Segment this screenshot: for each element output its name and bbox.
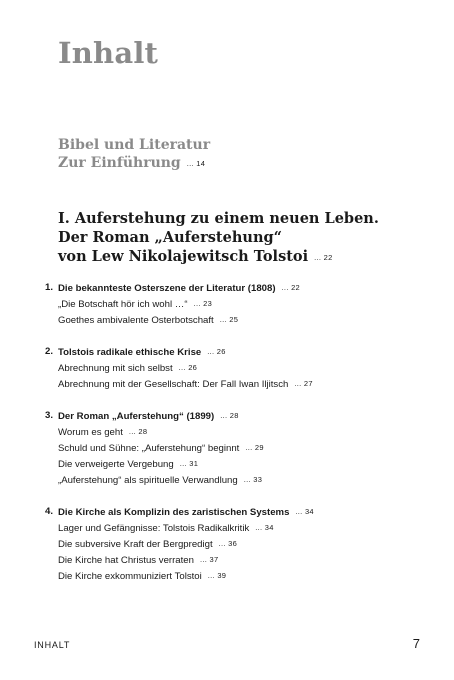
table-of-contents: [40, 280, 440, 600]
section-page-ref: ... 34: [295, 507, 314, 516]
toc-item-title: „Die Botschaft hör ich wohl …“: [58, 299, 188, 310]
section-number: 4.: [45, 506, 54, 517]
toc-item-page: ... 26: [178, 363, 198, 372]
section-page-ref: ... 26: [207, 347, 226, 356]
toc-item[interactable]: [40, 376, 440, 392]
toc-item-title: Die Kirche exkommuniziert Tolstoi: [58, 571, 202, 582]
section-title-text: Tolstois radikale ethische Krise: [58, 347, 202, 358]
toc-section: [40, 408, 440, 488]
section-page-ref: ... 22: [281, 283, 301, 292]
toc-item-title: Schuld und Sühne: „Auferstehung“ beginnt: [58, 443, 240, 454]
toc-item-title: Abrechnung mit sich selbst: [58, 363, 173, 374]
page-number: 7: [412, 636, 420, 651]
intro-title-text: Zur Einführung: [58, 155, 181, 171]
section-title[interactable]: [40, 280, 440, 296]
toc-item-page: ... 27: [294, 379, 313, 388]
toc-item-title: Goethes ambivalente Osterbotschaft: [58, 315, 214, 326]
toc-item-page: ... 34: [255, 523, 274, 532]
part-page-ref: ... 22: [314, 253, 333, 262]
part-title-line-2: Der Roman „Auferstehung“: [58, 229, 282, 246]
toc-item-page: ... 29: [245, 443, 264, 452]
section-number: 3.: [45, 410, 54, 421]
toc-item-title: „Auferstehung“ als spirituelle Verwandlung: [58, 475, 238, 486]
toc-item-page: ... 31: [179, 459, 199, 468]
intro-title-line-2: [58, 154, 210, 173]
toc-item[interactable]: [40, 440, 440, 456]
toc-item[interactable]: [40, 456, 440, 472]
toc-item[interactable]: [40, 296, 440, 312]
section-title-text: Der Roman „Auferstehung“ (1899): [58, 411, 215, 422]
toc-item[interactable]: [40, 568, 440, 584]
intro-page-ref: ... 14: [186, 159, 206, 168]
section-number: 1.: [45, 282, 54, 293]
section-title-text: Die Kirche als Komplizin des zaristischen Systems: [58, 507, 290, 518]
section-title[interactable]: [40, 344, 440, 360]
section-title-text: Die bekannteste Osterszene der Literatur (1808): [58, 283, 276, 294]
toc-item-page: ... 39: [207, 571, 227, 580]
toc-item[interactable]: [40, 424, 440, 440]
toc-item-title: Abrechnung mit der Gesellschaft: Der Fall Iwan Iljitsch: [58, 379, 289, 390]
running-footer-label: INHALT: [34, 640, 71, 650]
toc-section: [40, 344, 440, 392]
section-title[interactable]: [40, 504, 440, 520]
toc-item-title: Die verweigerte Vergebung: [58, 459, 174, 470]
toc-item[interactable]: [40, 520, 440, 536]
toc-item[interactable]: [40, 472, 440, 488]
section-title[interactable]: [40, 408, 440, 424]
toc-item-page: ... 33: [243, 475, 263, 484]
toc-section: [40, 280, 440, 328]
toc-item-title: Lager und Gefängnisse: Tolstois Radikalkritik: [58, 523, 250, 534]
part-title-text: von Lew Nikolajewitsch Tolstoi: [58, 248, 309, 265]
toc-item[interactable]: [40, 360, 440, 376]
toc-item-title: Die Kirche hat Christus verraten: [58, 555, 194, 566]
toc-item-title: Die subversive Kraft der Bergpredigt: [58, 539, 213, 550]
section-number: 2.: [45, 346, 54, 357]
section-page-ref: ... 28: [220, 411, 239, 420]
toc-item[interactable]: [40, 552, 440, 568]
toc-item[interactable]: [40, 312, 440, 328]
toc-item-title: Worum es geht: [58, 427, 123, 438]
toc-item-page: ... 36: [218, 539, 238, 548]
toc-section: [40, 504, 440, 584]
page-heading: Inhalt: [58, 36, 159, 70]
part-one-entry[interactable]: [58, 209, 379, 267]
intro-entry[interactable]: [58, 136, 210, 173]
part-title-line-1: I. Auferstehung zu einem neuen Leben.: [58, 210, 379, 227]
intro-title-line-1: Bibel und Literatur: [58, 137, 211, 153]
toc-item[interactable]: [40, 536, 440, 552]
part-title-line-3: [58, 247, 379, 267]
toc-item-page: ... 28: [128, 427, 148, 436]
toc-item-page: ... 25: [219, 315, 239, 324]
toc-item-page: ... 23: [193, 299, 213, 308]
toc-item-page: ... 37: [199, 555, 219, 564]
